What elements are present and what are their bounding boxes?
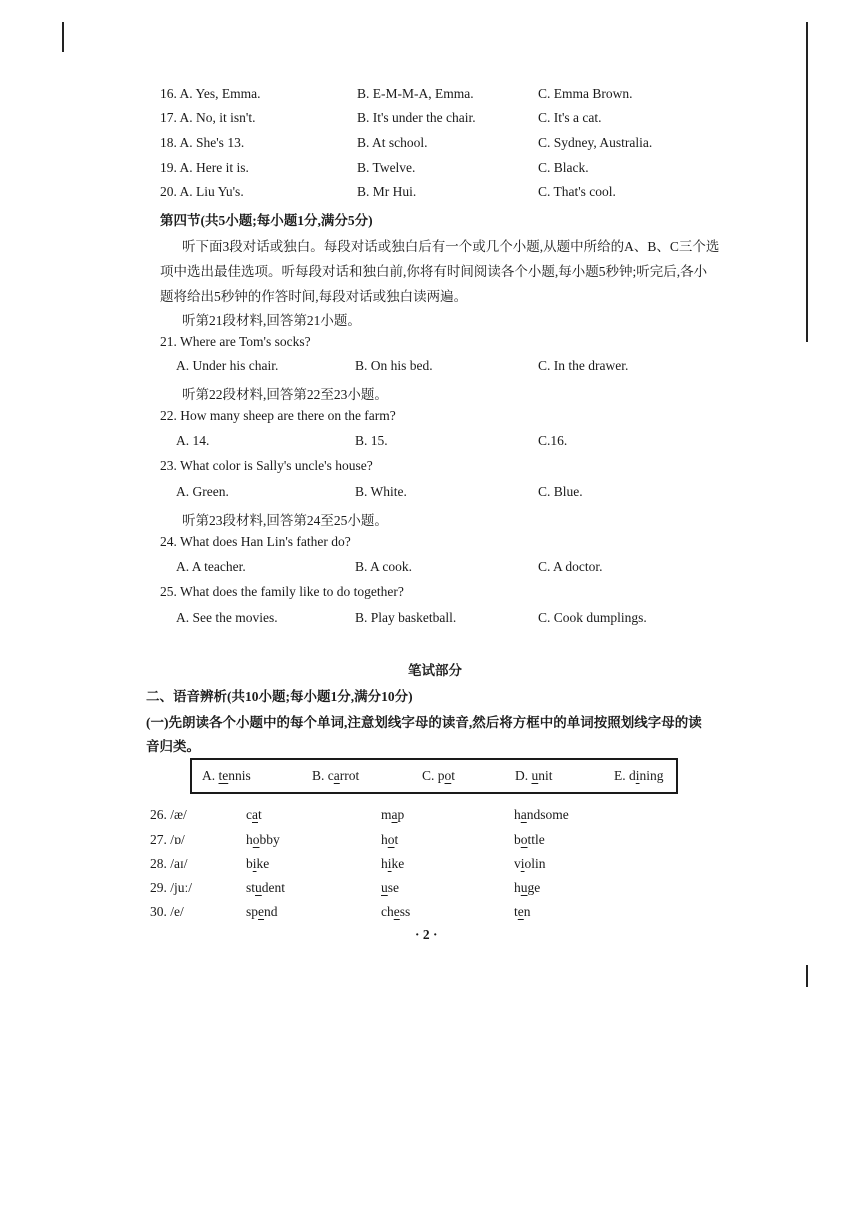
- phonics-row-27-word-3: bottle: [514, 832, 545, 847]
- section-4-title: 第四节(共5小题;每小题1分,满分5分): [160, 213, 373, 228]
- phonics-row-28-word-2: hike: [381, 856, 405, 871]
- phonics-row-27-label: 27. /ɒ/: [150, 832, 185, 847]
- part-2-title: 二、语音辨析(共10小题;每小题1分,满分10分): [146, 689, 413, 704]
- phonics-row-26-word-2: map: [381, 807, 405, 822]
- written-part-heading: 笔试部分: [408, 663, 462, 678]
- material-21-note: 听第21段材料,回答第21小题。: [182, 313, 361, 328]
- q24-option-a: A. A teacher.: [176, 559, 246, 574]
- scan-edge-right-top: [806, 22, 808, 342]
- q20-option-a: 20. A. Liu Yu's.: [160, 184, 244, 199]
- phonics-row-27-word-2: hot: [381, 832, 399, 847]
- box-word-b: B. carrot: [312, 768, 360, 783]
- word-box: [190, 758, 678, 794]
- section-4-instructions-line-2: 项中选出最佳选项。听每段对话和独白前,你将有时间阅读各个小题,每小题5秒钟;听完后,各小: [160, 264, 708, 279]
- phonics-row-30-word-1: spend: [246, 904, 278, 919]
- phonics-row-26-word-3: handsome: [514, 807, 569, 822]
- q18-option-c: C. Sydney, Australia.: [538, 135, 653, 150]
- q25-option-a: A. See the movies.: [176, 610, 278, 625]
- box-word-e: E. dining: [614, 768, 664, 783]
- question-24: 24. What does Han Lin's father do?: [160, 534, 351, 549]
- phonics-row-28-label: 28. /aɪ/: [150, 856, 188, 871]
- q17-option-a: 17. A. No, it isn't.: [160, 110, 256, 125]
- q23-option-c: C. Blue.: [538, 484, 583, 499]
- box-word-a: A. tennis: [202, 768, 251, 783]
- q25-option-c: C. Cook dumplings.: [538, 610, 647, 625]
- q17-option-b: B. It's under the chair.: [357, 110, 476, 125]
- q25-option-b: B. Play basketball.: [355, 610, 457, 625]
- q19-option-b: B. Twelve.: [357, 160, 416, 175]
- q21-option-c: C. In the drawer.: [538, 358, 629, 373]
- box-word-d: D. unit: [515, 768, 553, 783]
- question-25: 25. What does the family like to do together?: [160, 584, 404, 599]
- q16-option-a: 16. A. Yes, Emma.: [160, 86, 261, 101]
- q20-option-c: C. That's cool.: [538, 184, 616, 199]
- question-21: 21. Where are Tom's socks?: [160, 334, 311, 349]
- q22-option-c: C.16.: [538, 433, 568, 448]
- phonics-row-28-word-3: violin: [514, 856, 546, 871]
- phonics-row-26-label: 26. /æ/: [150, 807, 187, 822]
- phonics-row-29-word-3: huge: [514, 880, 541, 895]
- q22-option-b: B. 15.: [355, 433, 388, 448]
- question-22: 22. How many sheep are there on the farm?: [160, 408, 396, 423]
- material-22-note: 听第22段材料,回答第22至23小题。: [182, 387, 388, 402]
- phonics-row-29-word-2: use: [381, 880, 399, 895]
- q20-option-b: B. Mr Hui.: [357, 184, 417, 199]
- q24-option-c: C. A doctor.: [538, 559, 603, 574]
- page-number: · 2 ·: [415, 927, 438, 942]
- q17-option-c: C. It's a cat.: [538, 110, 602, 125]
- q19-option-a: 19. A. Here it is.: [160, 160, 249, 175]
- q23-option-a: A. Green.: [176, 484, 229, 499]
- q18-option-b: B. At school.: [357, 135, 428, 150]
- question-23: 23. What color is Sally's uncle's house?: [160, 458, 373, 473]
- q16-option-c: C. Emma Brown.: [538, 86, 633, 101]
- part-2-instructions-line-1: (一)先朗读各个小题中的每个单词,注意划线字母的读音,然后将方框中的单词按照划线字母的读: [146, 715, 702, 730]
- box-word-c: C. pot: [422, 768, 456, 783]
- phonics-row-27-word-1: hobby: [246, 832, 280, 847]
- q23-option-b: B. White.: [355, 484, 407, 499]
- phonics-row-30-label: 30. /e/: [150, 904, 184, 919]
- phonics-row-28-word-1: bike: [246, 856, 270, 871]
- q21-option-b: B. On his bed.: [355, 358, 433, 373]
- scan-edge-left: [62, 22, 64, 52]
- phonics-row-29-label: 29. /juː/: [150, 880, 193, 895]
- part-2-instructions-line-2: 音归类。: [146, 739, 200, 754]
- q18-option-a: 18. A. She's 13.: [160, 135, 245, 150]
- q16-option-b: B. E-M-M-A, Emma.: [357, 86, 474, 101]
- material-23-note: 听第23段材料,回答第24至25小题。: [182, 513, 388, 528]
- phonics-row-30-word-3: ten: [514, 904, 531, 919]
- q22-option-a: A. 14.: [176, 433, 210, 448]
- phonics-row-29-word-1: student: [246, 880, 286, 895]
- scan-edge-right-bottom: [806, 965, 808, 987]
- phonics-row-30-word-2: chess: [381, 904, 411, 919]
- section-4-instructions-line-1: 听下面3段对话或独白。每段对话或独白后有一个或几个小题,从题中所给的A、B、C三个选: [182, 239, 720, 254]
- q19-option-c: C. Black.: [538, 160, 589, 175]
- phonics-row-26-word-1: cat: [246, 807, 262, 822]
- section-4-instructions-line-3: 题将给出5秒钟的作答时间,每段对话或独白读两遍。: [160, 289, 468, 304]
- q24-option-b: B. A cook.: [355, 559, 413, 574]
- q21-option-a: A. Under his chair.: [176, 358, 279, 373]
